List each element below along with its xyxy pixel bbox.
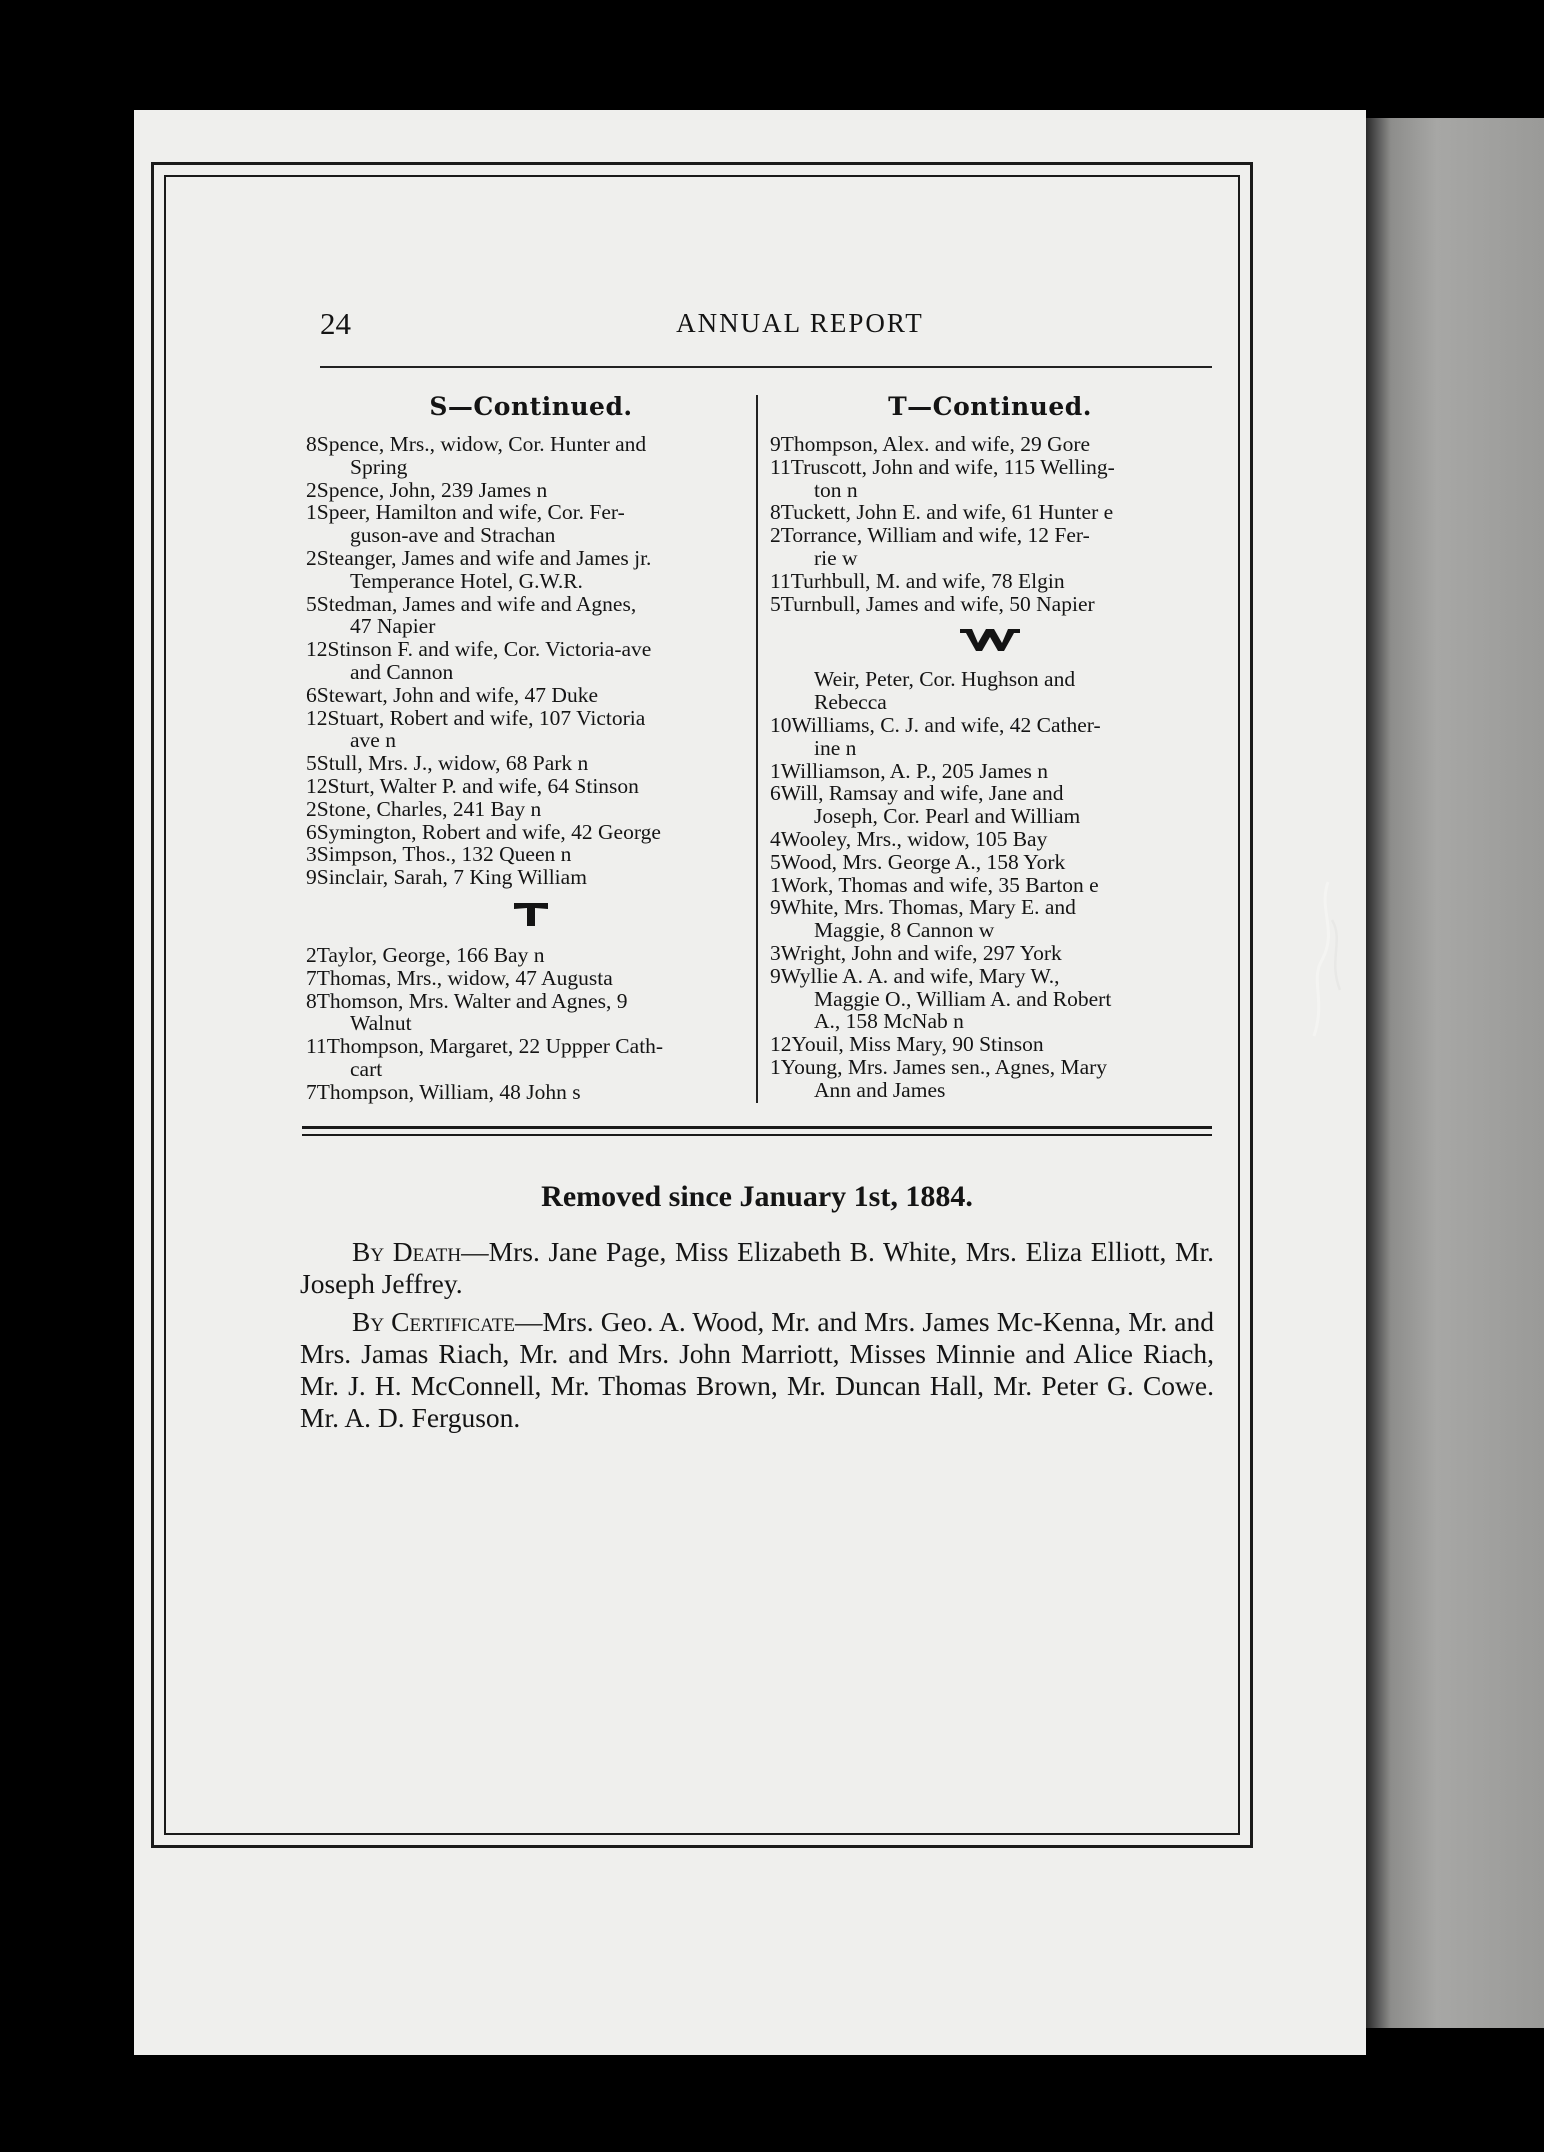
directory-entry xyxy=(306,775,756,798)
entry-text: Symington, Robert and wife, 42 George xyxy=(316,819,661,844)
directory-entry xyxy=(306,638,756,684)
entry-line xyxy=(770,1033,1210,1056)
entry-text: Stewart, John and wife, 47 Duke xyxy=(316,682,598,707)
directory-entry xyxy=(770,1056,1210,1102)
entry-text: Taylor, George, 166 Bay n xyxy=(316,942,545,967)
section-title-s-continued: S—Continued. xyxy=(429,392,633,421)
directory-entry xyxy=(770,782,1210,828)
binding-thread-icon xyxy=(1288,880,1358,1040)
left-column xyxy=(306,392,756,1104)
district-number: 11 xyxy=(770,454,791,479)
entry-continuation: 47 Napier xyxy=(350,614,436,639)
district-number: 1 xyxy=(770,872,781,897)
directory-entry xyxy=(770,570,1210,593)
entry-text: Will, Ramsay and wife, Jane and xyxy=(780,781,1064,806)
entry-line xyxy=(306,967,756,990)
district-number: 2 xyxy=(770,523,781,548)
entry-continuation: A., 158 McNab n xyxy=(814,1009,964,1034)
entry-text: Sinclair, Sarah, 7 King William xyxy=(316,865,587,890)
district-number: 7 xyxy=(306,965,317,990)
by-certificate-text: —Mrs. Geo. A. Wood, Mr. and Mrs. James Mc-Kenna, Mr. and Mrs. Jamas Riach, Mr. and Mrs. John Marriott, Misses Minnie and Alice Riach, Mr. J. H. McConnell, Mr. Thomas Brown, Mr. Duncan Hall, Mr. Peter G. Cowe. Mr. A. D. Ferguson. xyxy=(300,1306,1214,1433)
letter-t-icon xyxy=(511,899,551,929)
entry-line xyxy=(306,843,756,866)
entry-line xyxy=(306,433,756,456)
entry-text: Stuart, Robert and wife, 107 Victoria xyxy=(327,705,646,730)
district-number: 3 xyxy=(306,842,317,867)
district-number: 8 xyxy=(306,432,317,456)
entry-continuation: Joseph, Cor. Pearl and William xyxy=(814,804,1081,829)
header-rule xyxy=(320,366,1212,368)
district-number: 10 xyxy=(770,712,792,737)
directory-entry xyxy=(770,433,1210,456)
district-number: 11 xyxy=(306,1034,327,1059)
entry-line xyxy=(770,570,1210,593)
directory-entry xyxy=(306,479,756,502)
directory-entry xyxy=(770,501,1210,524)
entry-text: Wood, Mrs. George A., 158 York xyxy=(780,849,1066,874)
entry-text: Work, Thomas and wife, 35 Barton e xyxy=(780,872,1099,897)
directory-entry xyxy=(306,547,756,593)
entry-continuation: Maggie, 8 Cannon w xyxy=(814,918,995,943)
entry-text: Tuckett, John E. and wife, 61 Hunter e xyxy=(780,500,1114,525)
entry-text: Thomson, Mrs. Walter and Agnes, 9 xyxy=(316,988,628,1013)
entry-line xyxy=(770,896,1210,919)
entry-text: Stull, Mrs. J., widow, 68 Park n xyxy=(316,751,589,776)
column-divider xyxy=(756,395,758,1103)
directory-entry xyxy=(770,714,1210,760)
entry-text: Thompson, Margaret, 22 Uppper Cath- xyxy=(326,1034,664,1059)
directory-entry xyxy=(306,866,756,889)
directory-entry xyxy=(770,1033,1210,1056)
district-number: 1 xyxy=(770,1054,781,1079)
entry-text: Stone, Charles, 241 Bay n xyxy=(316,796,542,821)
entry-continuation: ave n xyxy=(350,728,396,753)
directory-entry xyxy=(770,524,1210,570)
entry-continuation: Maggie O., William A. and Robert xyxy=(814,986,1112,1011)
entry-continuation: ton n xyxy=(814,477,858,502)
district-number: 8 xyxy=(306,988,317,1013)
directory-entry xyxy=(306,798,756,821)
removed-by-death xyxy=(300,1236,1214,1300)
district-number: 8 xyxy=(770,500,781,525)
directory-entry xyxy=(306,501,756,547)
entry-text: White, Mrs. Thomas, Mary E. and xyxy=(780,895,1076,920)
district-number: 2 xyxy=(306,477,317,502)
directory-entry xyxy=(306,1035,756,1081)
district-number: 1 xyxy=(770,758,781,783)
entry-continuation: Temperance Hotel, G.W.R. xyxy=(350,568,583,593)
entry-line xyxy=(306,990,756,1013)
entry-text: Truscott, John and wife, 115 Welling- xyxy=(790,454,1115,479)
district-number: 6 xyxy=(306,819,317,844)
entry-line xyxy=(770,874,1210,897)
book-edge xyxy=(1366,118,1544,2028)
entry-text: Speer, Hamilton and wife, Cor. Fer- xyxy=(316,500,625,525)
district-number: 9 xyxy=(770,432,781,456)
entry-line xyxy=(770,942,1210,965)
entry-line xyxy=(306,752,756,775)
district-number: 2 xyxy=(306,545,317,570)
entry-line xyxy=(770,668,1210,691)
entry-line xyxy=(770,501,1210,524)
directory-entry xyxy=(306,843,756,866)
directory-entry xyxy=(770,593,1210,616)
entry-continuation: ine n xyxy=(814,735,857,760)
entry-text: Simpson, Thos., 132 Queen n xyxy=(316,842,572,867)
entry-text: Thompson, William, 48 John s xyxy=(316,1079,581,1104)
entry-text: Youil, Miss Mary, 90 Stinson xyxy=(791,1032,1044,1057)
entry-text: Thompson, Alex. and wife, 29 Gore xyxy=(780,432,1091,456)
entry-line xyxy=(770,828,1210,851)
entry-line xyxy=(770,1056,1210,1079)
directory-entry xyxy=(770,456,1210,502)
entry-continuation: rie w xyxy=(814,545,858,570)
entry-text: Steanger, James and wife and James jr. xyxy=(316,545,652,570)
by-death-text: —Mrs. Jane Page, Miss Elizabeth B. White, Mrs. Eliza Elliott, Mr. Joseph Jeffrey. xyxy=(300,1236,1214,1299)
entry-line xyxy=(770,433,1210,456)
entry-text: Spence, Mrs., widow, Cor. Hunter and xyxy=(316,432,647,456)
t-entry-list xyxy=(306,944,756,1104)
directory-entry xyxy=(770,668,1210,714)
letter-w-icon xyxy=(958,625,1022,653)
directory-entry xyxy=(306,967,756,990)
directory-entry xyxy=(306,752,756,775)
directory-entry xyxy=(306,1081,756,1104)
entry-continuation: and Cannon xyxy=(350,659,454,684)
entry-line xyxy=(770,524,1210,547)
entry-text: Williams, C. J. and wife, 42 Cather- xyxy=(791,712,1101,737)
page-number: 24 xyxy=(320,306,351,341)
letter-heading-w xyxy=(770,625,1210,658)
section-rule-thick xyxy=(302,1126,1212,1129)
entry-text: Turhbull, M. and wife, 78 Elgin xyxy=(790,568,1065,593)
entry-line xyxy=(306,707,756,730)
removed-by-certificate xyxy=(300,1306,1214,1434)
directory-entry xyxy=(770,828,1210,851)
entry-line xyxy=(306,684,756,707)
district-number: 12 xyxy=(770,1032,792,1057)
district-number: 2 xyxy=(306,796,317,821)
by-certificate-label: By Certificate xyxy=(352,1306,515,1337)
entry-line xyxy=(306,547,756,570)
entry-text: Torrance, William and wife, 12 Fer- xyxy=(780,523,1090,548)
running-head: ANNUAL REPORT xyxy=(676,308,924,338)
directory-entry xyxy=(770,965,1210,1033)
entry-line xyxy=(770,965,1210,988)
entry-text: Thomas, Mrs., widow, 47 Augusta xyxy=(316,965,613,990)
directory-entry xyxy=(770,896,1210,942)
entry-text: Spence, John, 239 James n xyxy=(316,477,548,502)
district-number: 9 xyxy=(306,865,317,890)
entry-text: Young, Mrs. James sen., Agnes, Mary xyxy=(780,1054,1108,1079)
entry-line xyxy=(306,821,756,844)
section-title-t-continued: T—Continued. xyxy=(888,392,1092,421)
entry-line xyxy=(770,456,1210,479)
district-number: 9 xyxy=(770,895,781,920)
entry-line xyxy=(770,782,1210,805)
directory-entry xyxy=(770,851,1210,874)
entry-text: Stinson F. and wife, Cor. Victoria-ave xyxy=(327,637,652,662)
entry-continuation: guson-ave and Strachan xyxy=(350,523,556,548)
district-number: 5 xyxy=(770,849,781,874)
entry-continuation: cart xyxy=(350,1056,383,1081)
right-column xyxy=(770,392,1210,1102)
entry-line xyxy=(306,866,756,889)
entry-text: Turnbull, James and wife, 50 Napier xyxy=(780,591,1095,616)
district-number: 11 xyxy=(770,568,791,593)
district-number: 12 xyxy=(306,705,328,730)
district-number: 6 xyxy=(770,781,781,806)
entry-continuation: Walnut xyxy=(350,1011,412,1036)
entry-line xyxy=(306,1081,756,1104)
directory-entry xyxy=(306,684,756,707)
directory-entry xyxy=(306,593,756,639)
entry-line xyxy=(306,1035,756,1058)
district-number: 1 xyxy=(306,500,317,525)
entry-continuation: Rebecca xyxy=(814,690,887,715)
district-number: 5 xyxy=(770,591,781,616)
entry-line xyxy=(770,593,1210,616)
district-number: 12 xyxy=(306,773,328,798)
entry-line xyxy=(770,851,1210,874)
entry-line xyxy=(306,798,756,821)
entry-text: Sturt, Walter P. and wife, 64 Stinson xyxy=(327,773,639,798)
district-number: 7 xyxy=(306,1079,317,1104)
entry-line xyxy=(306,944,756,967)
district-number: 4 xyxy=(770,826,781,851)
entry-text: Stedman, James and wife and Agnes, xyxy=(316,591,637,616)
removed-heading: Removed since January 1st, 1884. xyxy=(541,1180,973,1213)
entry-continuation: Ann and James xyxy=(814,1077,946,1102)
entry-text: Wright, John and wife, 297 York xyxy=(780,940,1062,965)
district-number: 9 xyxy=(770,963,781,988)
entry-line xyxy=(770,714,1210,737)
entry-text: Wyllie A. A. and wife, Mary W., xyxy=(780,963,1060,988)
entry-text: Weir, Peter, Cor. Hughson and xyxy=(814,667,1076,692)
entry-line xyxy=(770,760,1210,783)
entry-continuation: Spring xyxy=(350,454,408,479)
letter-heading-t xyxy=(306,899,756,934)
entry-text: Wooley, Mrs., widow, 105 Bay xyxy=(780,826,1048,851)
directory-entry xyxy=(770,874,1210,897)
directory-entry xyxy=(306,990,756,1036)
w-entry-list xyxy=(770,668,1210,1101)
directory-entry xyxy=(306,707,756,753)
district-number: 5 xyxy=(306,751,317,776)
district-number: 6 xyxy=(306,682,317,707)
district-number: 5 xyxy=(306,591,317,616)
entry-line xyxy=(306,638,756,661)
entry-line xyxy=(306,501,756,524)
section-rule-thin xyxy=(302,1134,1212,1136)
t-continued-entry-list xyxy=(770,433,1210,615)
s-entry-list xyxy=(306,433,756,889)
district-number: 3 xyxy=(770,940,781,965)
directory-entry xyxy=(306,433,756,479)
district-number: 2 xyxy=(306,942,317,967)
entry-line xyxy=(306,775,756,798)
district-number: 12 xyxy=(306,637,328,662)
directory-entry xyxy=(770,942,1210,965)
entry-text: Williamson, A. P., 205 James n xyxy=(780,758,1049,783)
directory-entry xyxy=(770,760,1210,783)
entry-line xyxy=(306,479,756,502)
directory-entry xyxy=(306,821,756,844)
by-death-label: By Death xyxy=(352,1236,462,1267)
entry-line xyxy=(306,593,756,616)
directory-entry xyxy=(306,944,756,967)
